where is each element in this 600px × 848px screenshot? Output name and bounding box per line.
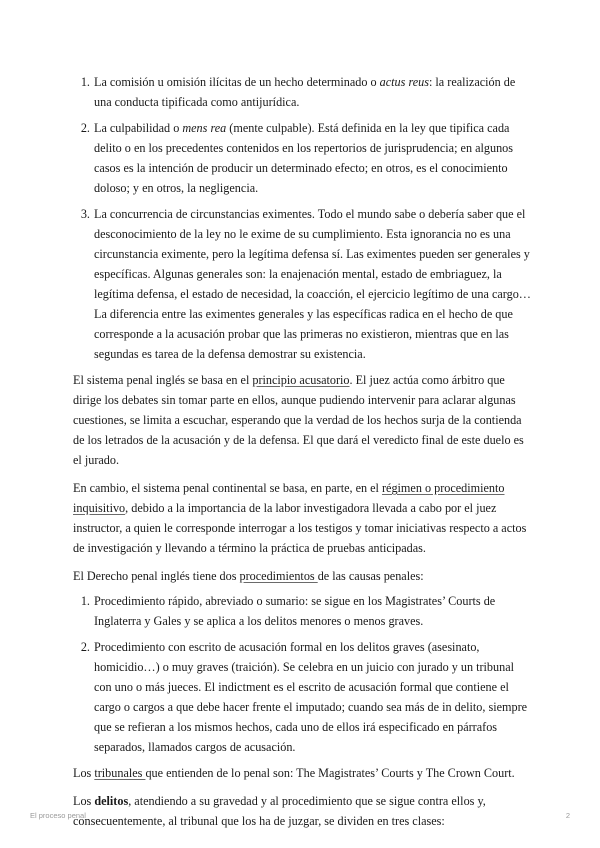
list-item: 2. Procedimiento con escrito de acusación formal en los delitos graves (asesinato, homicidio…) o muy graves (traición). Se celebra en un juicio con jurado y un tribunal con uno o más jueces. El indictment es el escrito de acusación formal que contiene el cargo o cargos a que debe hacer frente el imputado; cuando sea más de in delito, siempre que se refieran a los mismos hechos, cada uno de ellos irá especificado en párrafos separados, llamados cargos de acusación.: [93, 637, 533, 757]
latin-term: actus reus: [379, 75, 429, 89]
paragraph-accusatory-system: El sistema penal inglés se basa en el principio acusatorio. El juez actúa como árbitro que dirige los debates sin tomar parte en ellos, aunque pudiendo intervenir para aclarar algunas cuestiones, se limita a escuchar, esperando que la verdad de los hechos surja de la contienda de los letrados de la acusación y de la defensa. El que dará el veredicto final de este duelo es el jurado.: [73, 373, 524, 467]
term-procedimientos[interactable]: procedimientos: [239, 569, 318, 583]
elements-list: [73, 72, 533, 364]
term-delitos: delitos: [94, 794, 129, 808]
paragraph-procedures-intro: El Derecho penal inglés tiene dos procedimientos de las causas penales:: [73, 569, 424, 583]
procedures-list: [73, 591, 533, 757]
latin-term: mens rea: [182, 121, 227, 135]
term-principio-acusatorio[interactable]: principio acusatorio: [252, 373, 350, 387]
paragraph-courts: Los tribunales que entienden de lo penal son: The Magistrates’ Courts y The Crown Court.: [73, 766, 515, 780]
page-footer: [30, 811, 570, 820]
term-regimen-inquisitivo[interactable]: régimen o procedimiento inquisitivo: [73, 481, 505, 515]
paragraph-offences: Los delitos, atendiendo a su gravedad y al procedimiento que se sigue contra ellos y, consecuentemente, al tribunal que los ha de juzgar, se dividen en tres clases:: [73, 794, 486, 828]
page-number: 2: [565, 811, 570, 820]
footer-title: El proceso penal: [30, 811, 86, 820]
list-item: 1. Procedimiento rápido, abreviado o sumario: se sigue en los Magistrates’ Courts de Inglaterra y Gales y se aplica a los delitos menores o menos graves.: [93, 591, 533, 631]
list-item: 1. La comisión u omisión ilícitas de un hecho determinado o actus reus: la realización de una conducta tipificada como antijurídica.: [93, 72, 533, 112]
document-body: [73, 72, 533, 839]
list-item: 3. La concurrencia de circunstancias eximentes. Todo el mundo sabe o debería saber que el desconocimiento de la ley no le exime de su cumplimiento. Esta ignorancia no es una circunstancia eximente, pero la legítima defensa sí. Las eximentes pueden ser generales y específicas. Algunas generales son: la enajenación mental, estado de embriaguez, la legítima defensa, el estado de necesidad, la coacción, el ejercicio legítimo de una cargo… La diferencia entre las eximentes generales y las específicas radica en el hecho de que corresponde a la acusación probar que las primeras no existieron, mientras que en las segundas es tarea de la defensa demostrar su existencia.: [93, 204, 533, 364]
paragraph-inquisitive-system: En cambio, el sistema penal continental se basa, en parte, en el régimen o procedimiento inquisitivo, debido a la importancia de la labor investigadora llevada a cabo por el juez instructor, a quien le corresponde interrogar a los testigos y tomar iniciativas respecto a actos de investigación y llevando a término la práctica de pruebas anticipadas.: [73, 481, 527, 555]
term-tribunales[interactable]: tribunales: [94, 766, 146, 780]
list-item: 2. La culpabilidad o mens rea (mente culpable). Está definida en la ley que tipifica cada delito o en los precedentes contenidos en los repertorios de jurisprudencia; en algunos casos es la intención de producir un determinado efecto; en otros, es el conocimiento doloso; y en otros, la negligencia.: [93, 118, 533, 198]
